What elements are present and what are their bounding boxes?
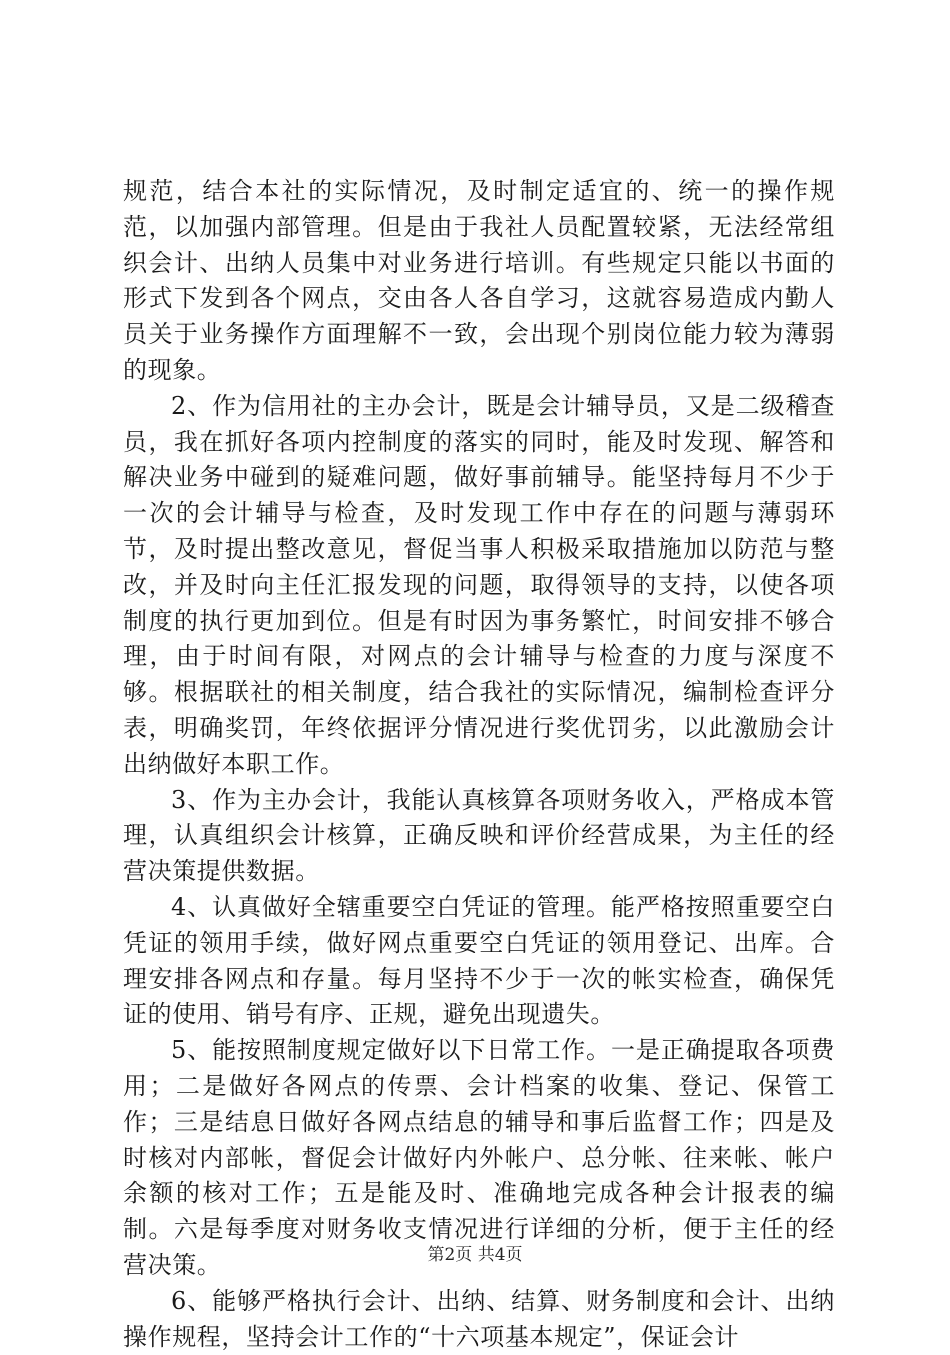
paragraph-1: 规范，结合本社的实际情况，及时制定适宜的、统一的操作规范，以加强内部管理。但是由于我社人员配置较紧，无法经常组织会计、出纳人员集中对业务进行培训。有些规定只能以书面的形式下发到各个网点，交由各人各自学习，这就容易造成内勤人员关于业务操作方面理解不一致，会出现个别岗位能力较为薄弱的现象。: [123, 177, 835, 384]
paragraph-6: 6、能够严格执行会计、出纳、结算、财务制度和会计、出纳操作规程，坚持会计工作的“十六项基本规定”，保证会计: [123, 1286, 835, 1351]
paragraph-3: 3、作为主办会计，我能认真核算各项财务收入，严格成本管理，认真组织会计核算，正确反映和评价经营成果，为主任的经营决策提供数据。: [123, 785, 835, 886]
paragraph-5: 5、能按照制度规定做好以下日常工作。一是正确提取各项费用；二是做好各网点的传票、会计档案的收集、登记、保管工作；三是结息日做好各网点结息的辅导和事后监督工作；四是及时核对内部帐，督促会计做好内外帐户、总分帐、往来帐、帐户余额的核对工作；五是能及时、准确地完成各种会计报表的编制。六是每季度对财务收支情况进行详细的分析，便于主任的经营决策。: [123, 1036, 835, 1279]
body-text: [123, 174, 835, 1355]
paragraph-2: 2、作为信用社的主办会计，既是会计辅导员，又是二级稽查员，我在抓好各项内控制度的落实的同时，能及时发现、解答和解决业务中碰到的疑难问题，做好事前辅导。能坚持每月不少于一次的会计辅导与检查，及时发现工作中存在的问题与薄弱环节，及时提出整改意见，督促当事人积极采取措施加以防范与整改，并及时向主任汇报发现的问题，取得领导的支持，以使各项制度的执行更加到位。但是有时因为事务繁忙，时间安排不够合理，由于时间有限，对网点的会计辅导与检查的力度与深度不够。根据联社的相关制度，结合我社的实际情况，编制检查评分表，明确奖罚，年终依据评分情况进行奖优罚劣，以此激励会计出纳做好本职工作。: [123, 391, 835, 778]
page-footer: [0, 1244, 950, 1266]
paragraph-4: 4、认真做好全辖重要空白凭证的管理。能严格按照重要空白凭证的领用手续，做好网点重要空白凭证的领用登记、出库。合理安排各网点和存量。每月坚持不少于一次的帐实检查，确保凭证的使用、销号有序、正规，避免出现遗失。: [123, 892, 835, 1029]
page-number-label: 第2页 共4页: [427, 1245, 523, 1265]
